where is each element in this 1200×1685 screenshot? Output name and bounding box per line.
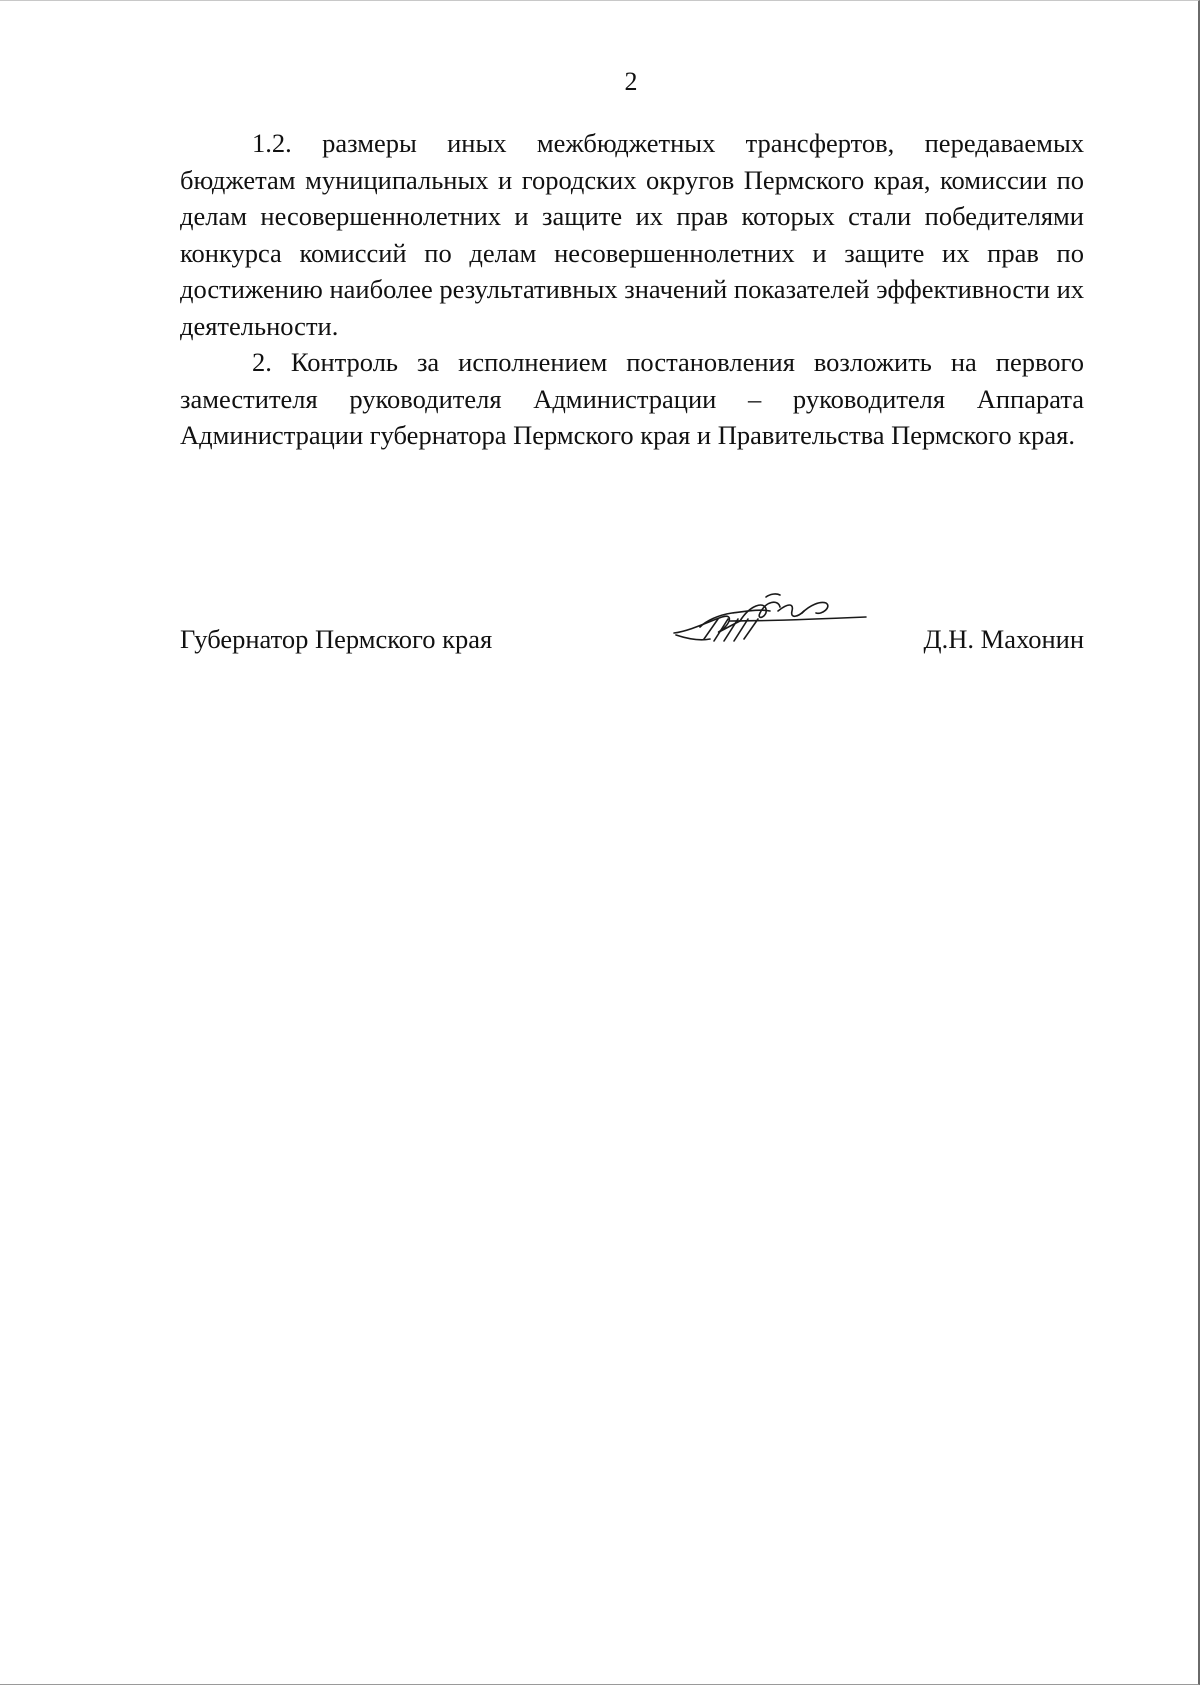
handwritten-signature	[670, 591, 870, 657]
paragraph-1-2: 1.2. размеры иных межбюджетных трансфертов, передаваемых бюджетам муниципальных и городских округов Пермского края, комиссии по делам несовершеннолетних и защите их прав которых стали победителями конкурса комиссий по делам несовершеннолетних и защите их прав по достижению наиболее результативных значений показателей эффективности их деятельности.	[180, 128, 1084, 341]
paragraph-2: 2. Контроль за исполнением постановления возложить на первого заместителя руководителя Администрации – руководителя Аппарата Администрации губернатора Пермского края и Правительства Пермского края.	[180, 347, 1084, 450]
signature-block	[180, 591, 1084, 681]
signer-title: Губернатор Пермского края	[180, 624, 493, 654]
page-number: 2	[624, 67, 638, 96]
document-body	[180, 125, 1084, 454]
signer-name: Д.Н. Махонин	[923, 624, 1084, 654]
